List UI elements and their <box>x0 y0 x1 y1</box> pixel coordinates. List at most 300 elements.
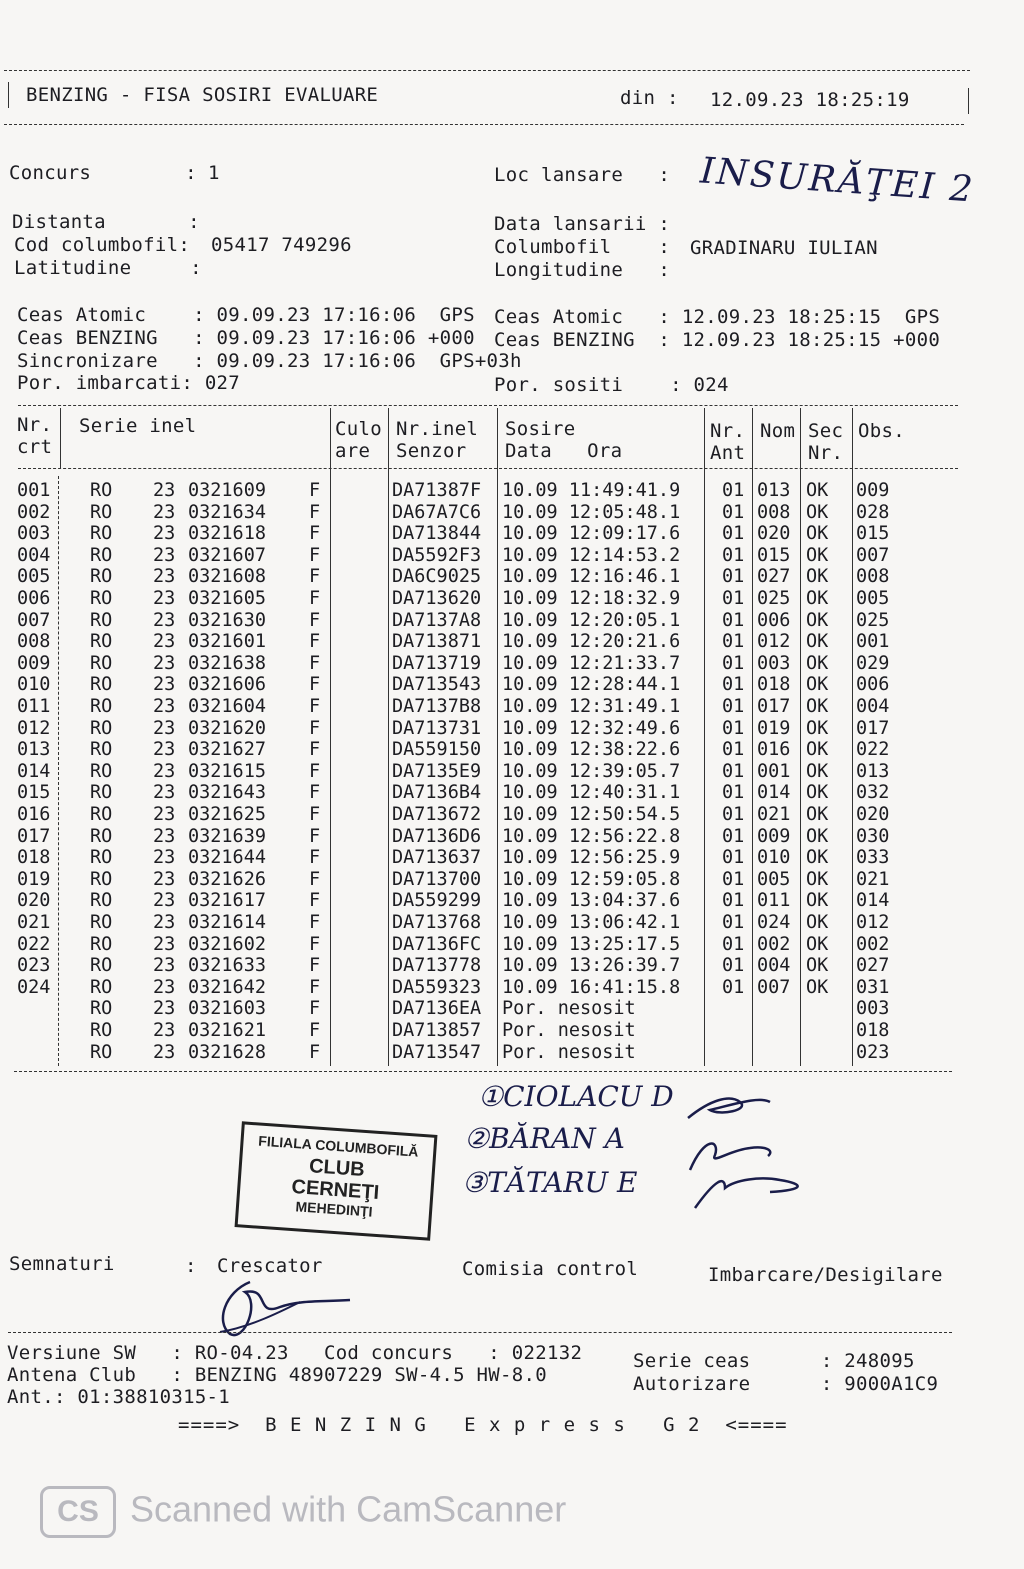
cell-year: 23 <box>153 976 176 998</box>
cell-arrival: 10.09 13:06:42.1 <box>502 912 681 933</box>
cell-country: RO <box>90 739 113 761</box>
imbarcare-desigilare-label: Imbarcare/Desigilare <box>708 1264 943 1286</box>
cell-sensor-ring: DA7137A8 <box>392 609 482 631</box>
camscanner-logo: CS <box>40 1486 116 1538</box>
cell-obs: 029 <box>856 652 890 674</box>
cell-year: 23 <box>153 480 176 501</box>
cell-nom: 010 <box>757 847 791 869</box>
cell-country: RO <box>90 609 113 631</box>
cell-antenna: 01 <box>722 760 745 782</box>
cell-country: RO <box>90 976 113 998</box>
cell-arrival: 10.09 12:59:05.8 <box>502 868 681 890</box>
cell-country: RO <box>90 544 113 566</box>
cell-nom: 011 <box>757 890 791 912</box>
serie-ceas: Serie ceas : 248095 <box>633 1350 915 1372</box>
cell-arrival: Por. nesosit <box>502 998 636 1020</box>
cell-country: RO <box>90 825 113 847</box>
cell-year: 23 <box>153 674 176 696</box>
cell-country: RO <box>90 717 113 739</box>
cell-nom: 012 <box>757 631 791 653</box>
cell-obs: 023 <box>856 1041 890 1063</box>
cell-nr: 023 <box>17 955 51 977</box>
cell-arrival: 10.09 12:18:32.9 <box>502 588 681 609</box>
cell-nom: 013 <box>757 480 791 501</box>
ceas-benzing-left: Ceas BENZING : 09.09.23 17:16:06 +000 <box>17 327 475 349</box>
cell-arrival: 10.09 12:21:33.7 <box>502 652 681 674</box>
cell-sensor-ring: DA713700 <box>392 868 482 890</box>
cell-ring-number: 0321620 <box>188 717 266 739</box>
cell-antenna: 01 <box>722 847 745 869</box>
cell-sec: OK <box>806 933 829 955</box>
header-sec-nr: Nr. <box>808 442 844 464</box>
cell-nr: 011 <box>17 696 51 717</box>
cell-arrival: Por. nesosit <box>502 1041 636 1063</box>
porumbei-imbarcati: Por. imbarcati: 027 <box>17 372 241 394</box>
cell-year: 23 <box>153 566 176 588</box>
cell-country: RO <box>90 998 113 1020</box>
cell-antenna: 01 <box>722 868 745 890</box>
cell-year: 23 <box>153 609 176 631</box>
cell-sex: F <box>309 868 321 890</box>
cell-ring-number: 0321625 <box>188 804 266 825</box>
cell-ring-number: 0321606 <box>188 674 266 696</box>
cell-sec: OK <box>806 804 829 825</box>
columbofil-label: Columbofil : <box>494 236 671 258</box>
cell-nom: 001 <box>757 760 791 782</box>
header-nom: Nom <box>760 420 796 442</box>
stamp-line-4: MEHEDINŢI <box>295 1198 374 1220</box>
cell-ring-number: 0321605 <box>188 588 266 609</box>
cell-country: RO <box>90 804 113 825</box>
cell-sec: OK <box>806 501 829 523</box>
header-sosire: Sosire <box>505 418 576 440</box>
cell-sec: OK <box>806 609 829 631</box>
report-datetime: 12.09.23 18:25:19 <box>710 89 910 111</box>
cell-nom: 017 <box>757 696 791 717</box>
cell-country: RO <box>90 696 113 717</box>
cell-year: 23 <box>153 1020 176 1041</box>
cell-sec: OK <box>806 631 829 653</box>
cell-sensor-ring: DA559299 <box>392 890 482 912</box>
cell-arrival: 10.09 11:49:41.9 <box>502 480 681 501</box>
cell-ring-number: 0321621 <box>188 1020 266 1041</box>
cell-nr: 015 <box>17 782 51 804</box>
header-serie-inel: Serie inel <box>79 415 197 437</box>
header-culo: Culo <box>335 418 382 440</box>
cell-ring-number: 0321614 <box>188 912 266 933</box>
cell-sec: OK <box>806 890 829 912</box>
cell-sex: F <box>309 804 321 825</box>
cell-year: 23 <box>153 912 176 933</box>
cell-country: RO <box>90 566 113 588</box>
cell-sec: OK <box>806 480 829 501</box>
cell-country: RO <box>90 760 113 782</box>
cell-nr: 001 <box>17 480 51 501</box>
cell-antenna: 01 <box>722 976 745 998</box>
cell-arrival: 10.09 12:09:17.6 <box>502 523 681 545</box>
crescator-label: Crescator <box>217 1255 323 1277</box>
cell-year: 23 <box>153 696 176 717</box>
header-data-ora: Data Ora <box>505 440 623 462</box>
cell-sex: F <box>309 998 321 1020</box>
cell-country: RO <box>90 501 113 523</box>
cell-sensor-ring: DA7135E9 <box>392 760 482 782</box>
cell-arrival: 10.09 13:26:39.7 <box>502 955 681 977</box>
cell-year: 23 <box>153 544 176 566</box>
loc-lansare-handwritten: INSURĂŢEI 2 <box>698 150 976 211</box>
cell-nom: 007 <box>757 976 791 998</box>
cell-obs: 033 <box>856 847 890 869</box>
cell-nom: 027 <box>757 566 791 588</box>
cell-obs: 030 <box>856 825 890 847</box>
cell-arrival: 10.09 12:31:49.1 <box>502 696 681 717</box>
cell-obs: 005 <box>856 588 890 609</box>
cell-antenna: 01 <box>722 652 745 674</box>
cell-sensor-ring: DA713844 <box>392 523 482 545</box>
cell-sensor-ring: DA7137B8 <box>392 696 482 717</box>
cell-obs: 028 <box>856 501 890 523</box>
cell-nom: 016 <box>757 739 791 761</box>
cell-sex: F <box>309 652 321 674</box>
cell-nom: 015 <box>757 544 791 566</box>
cod-columbofil-value: 05417 749296 <box>211 234 352 256</box>
cell-nr: 013 <box>17 739 51 761</box>
cell-sec: OK <box>806 588 829 609</box>
cell-nom: 019 <box>757 717 791 739</box>
club-stamp <box>235 1121 438 1240</box>
cell-nr: 016 <box>17 804 51 825</box>
cell-obs: 001 <box>856 631 890 653</box>
din-label: din : <box>620 87 679 109</box>
cell-country: RO <box>90 1041 113 1063</box>
cell-sec: OK <box>806 782 829 804</box>
cell-nom: 021 <box>757 804 791 825</box>
cell-year: 23 <box>153 501 176 523</box>
cell-nr: 003 <box>17 523 51 545</box>
cell-obs: 032 <box>856 782 890 804</box>
cell-country: RO <box>90 868 113 890</box>
cod-columbofil-label: Cod columbofil: <box>14 234 191 256</box>
committee-member-2: ②BĂRAN A <box>464 1122 625 1155</box>
cell-year: 23 <box>153 739 176 761</box>
cell-country: RO <box>90 912 113 933</box>
cell-ring-number: 0321615 <box>188 760 266 782</box>
porumbei-sositi: Por. sositi : 024 <box>494 374 729 396</box>
cell-sensor-ring: DA713768 <box>392 912 482 933</box>
cell-arrival: 10.09 12:20:05.1 <box>502 609 681 631</box>
cell-sensor-ring: DA713620 <box>392 588 482 609</box>
cell-sensor-ring: DA7136FC <box>392 933 482 955</box>
cell-nr: 004 <box>17 544 51 566</box>
header-sec: Sec <box>808 420 844 442</box>
header-are: are <box>335 440 371 462</box>
antena-id: Ant.: 01:38810315-1 <box>7 1386 231 1408</box>
longitudine-label: Longitudine : <box>494 259 671 281</box>
cell-year: 23 <box>153 890 176 912</box>
cell-sex: F <box>309 523 321 545</box>
cell-sex: F <box>309 955 321 977</box>
header-nr: Nr. <box>17 414 53 436</box>
cell-year: 23 <box>153 717 176 739</box>
cell-year: 23 <box>153 998 176 1020</box>
cell-obs: 003 <box>856 998 890 1020</box>
cell-sex: F <box>309 717 321 739</box>
camscanner-text: Scanned with CamScanner <box>130 1488 567 1530</box>
cell-nr: 024 <box>17 976 51 998</box>
cell-sec: OK <box>806 544 829 566</box>
cell-arrival: 10.09 12:16:46.1 <box>502 566 681 588</box>
cell-nr: 019 <box>17 868 51 890</box>
cell-year: 23 <box>153 631 176 653</box>
cell-sec: OK <box>806 717 829 739</box>
cell-arrival: Por. nesosit <box>502 1020 636 1041</box>
cell-sec: OK <box>806 976 829 998</box>
sincronizare: Sincronizare : 09.09.23 17:16:06 GPS+03h <box>17 350 522 372</box>
cell-sex: F <box>309 760 321 782</box>
cell-obs: 008 <box>856 566 890 588</box>
header-senzor: Senzor <box>396 440 467 462</box>
cell-arrival: 10.09 12:39:05.7 <box>502 760 681 782</box>
cell-antenna: 01 <box>722 890 745 912</box>
cell-antenna: 01 <box>722 717 745 739</box>
cell-nom: 004 <box>757 955 791 977</box>
cell-sensor-ring: DA6C9025 <box>392 566 482 588</box>
cell-obs: 012 <box>856 912 890 933</box>
cell-sex: F <box>309 674 321 696</box>
cell-arrival: 10.09 12:20:21.6 <box>502 631 681 653</box>
cell-antenna: 01 <box>722 912 745 933</box>
cell-obs: 014 <box>856 890 890 912</box>
cell-year: 23 <box>153 760 176 782</box>
cell-sec: OK <box>806 674 829 696</box>
cell-sec: OK <box>806 955 829 977</box>
cell-sensor-ring: DA713672 <box>392 804 482 825</box>
cell-obs: 017 <box>856 717 890 739</box>
cell-sec: OK <box>806 868 829 890</box>
cell-ring-number: 0321638 <box>188 652 266 674</box>
cell-arrival: 10.09 16:41:15.8 <box>502 976 681 998</box>
cell-ring-number: 0321607 <box>188 544 266 566</box>
cell-nr: 002 <box>17 501 51 523</box>
cell-year: 23 <box>153 868 176 890</box>
cell-sec: OK <box>806 523 829 545</box>
cell-sec: OK <box>806 912 829 933</box>
cell-ring-number: 0321618 <box>188 523 266 545</box>
cell-nr: 005 <box>17 566 51 588</box>
cell-sec: OK <box>806 825 829 847</box>
cell-obs: 007 <box>856 544 890 566</box>
concurs-value: 1 <box>208 162 220 184</box>
cell-nom: 006 <box>757 609 791 631</box>
cell-antenna: 01 <box>722 523 745 545</box>
cell-sex: F <box>309 1041 321 1063</box>
cell-arrival: 10.09 12:28:44.1 <box>502 674 681 696</box>
cell-obs: 009 <box>856 480 890 501</box>
cell-ring-number: 0321633 <box>188 955 266 977</box>
cell-sex: F <box>309 739 321 761</box>
cell-country: RO <box>90 847 113 869</box>
cell-antenna: 01 <box>722 501 745 523</box>
cell-obs: 031 <box>856 976 890 998</box>
cell-obs: 018 <box>856 1020 890 1041</box>
cell-nr: 009 <box>17 652 51 674</box>
cell-sex: F <box>309 480 321 501</box>
cell-country: RO <box>90 1020 113 1041</box>
cell-antenna: 01 <box>722 696 745 717</box>
cell-sensor-ring: DA713719 <box>392 652 482 674</box>
cell-ring-number: 0321604 <box>188 696 266 717</box>
cell-antenna: 01 <box>722 825 745 847</box>
cell-country: RO <box>90 631 113 653</box>
cell-antenna: 01 <box>722 609 745 631</box>
cell-antenna: 01 <box>722 782 745 804</box>
cell-arrival: 10.09 12:50:54.5 <box>502 804 681 825</box>
cell-nom: 003 <box>757 652 791 674</box>
latitudine-label: Latitudine : <box>14 257 202 279</box>
ceas-atomic-right: Ceas Atomic : 12.09.23 18:25:15 GPS <box>494 306 941 328</box>
cell-ring-number: 0321617 <box>188 890 266 912</box>
cell-sensor-ring: DA559150 <box>392 739 482 761</box>
cell-obs: 006 <box>856 674 890 696</box>
cell-country: RO <box>90 674 113 696</box>
cell-arrival: 10.09 12:40:31.1 <box>502 782 681 804</box>
cell-sec: OK <box>806 652 829 674</box>
cell-sensor-ring: DA7136B4 <box>392 782 482 804</box>
cell-nr: 020 <box>17 890 51 912</box>
cell-sex: F <box>309 912 321 933</box>
cell-sex: F <box>309 782 321 804</box>
cell-obs: 027 <box>856 955 890 977</box>
cell-sex: F <box>309 890 321 912</box>
cell-antenna: 01 <box>722 588 745 609</box>
header-ant: Ant <box>710 442 746 464</box>
cell-sex: F <box>309 588 321 609</box>
cell-ring-number: 0321608 <box>188 566 266 588</box>
cell-sensor-ring: DA5592F3 <box>392 544 482 566</box>
cell-ring-number: 0321601 <box>188 631 266 653</box>
cell-nr: 018 <box>17 847 51 869</box>
cell-antenna: 01 <box>722 631 745 653</box>
cell-country: RO <box>90 588 113 609</box>
cell-country: RO <box>90 480 113 501</box>
cell-obs: 025 <box>856 609 890 631</box>
cell-obs: 002 <box>856 933 890 955</box>
cell-country: RO <box>90 955 113 977</box>
autorizare: Autorizare : 9000A1C9 <box>633 1373 939 1395</box>
cell-nom: 002 <box>757 933 791 955</box>
cell-ring-number: 0321603 <box>188 998 266 1020</box>
cell-sex: F <box>309 1020 321 1041</box>
cell-ring-number: 0321628 <box>188 1041 266 1063</box>
cell-sensor-ring: DA713871 <box>392 631 482 653</box>
stamp-line-1: FILIALA COLUMBOFILĂ <box>257 1132 420 1160</box>
stamp-line-3: CERNEŢI <box>290 1175 380 1205</box>
cell-year: 23 <box>153 652 176 674</box>
cell-antenna: 01 <box>722 566 745 588</box>
cell-obs: 015 <box>856 523 890 545</box>
cell-antenna: 01 <box>722 739 745 761</box>
cell-nom: 014 <box>757 782 791 804</box>
cell-sensor-ring: DA67A7C6 <box>392 501 482 523</box>
cell-sex: F <box>309 631 321 653</box>
cell-arrival: 10.09 13:04:37.6 <box>502 890 681 912</box>
cell-arrival: 10.09 12:05:48.1 <box>502 501 681 523</box>
cell-nom: 020 <box>757 523 791 545</box>
cell-arrival: 10.09 13:25:17.5 <box>502 933 681 955</box>
cell-arrival: 10.09 12:56:22.8 <box>502 825 681 847</box>
cell-sensor-ring: DA713547 <box>392 1041 482 1063</box>
cell-country: RO <box>90 523 113 545</box>
cell-year: 23 <box>153 523 176 545</box>
semnaturi-label: Semnaturi <box>9 1253 115 1275</box>
cell-year: 23 <box>153 825 176 847</box>
cell-nr: 008 <box>17 631 51 653</box>
benzing-banner: ====> B E N Z I N G E x p r e s s G 2 <==== <box>178 1414 788 1436</box>
cell-nr: 014 <box>17 760 51 782</box>
cell-ring-number: 0321602 <box>188 933 266 955</box>
cell-country: RO <box>90 890 113 912</box>
cell-sensor-ring: DA559323 <box>392 976 482 998</box>
committee-member-1: ①CIOLACU D <box>478 1080 674 1113</box>
cell-sec: OK <box>806 739 829 761</box>
cell-sensor-ring: DA713778 <box>392 955 482 977</box>
camscanner-watermark <box>40 1486 566 1538</box>
cell-ring-number: 0321609 <box>188 480 266 501</box>
cell-antenna: 01 <box>722 544 745 566</box>
comisia-control-label: Comisia control <box>462 1258 639 1280</box>
cell-sex: F <box>309 544 321 566</box>
cell-year: 23 <box>153 804 176 825</box>
cell-ring-number: 0321644 <box>188 847 266 869</box>
cell-sensor-ring: DA713543 <box>392 674 482 696</box>
columbofil-value: GRADINARU IULIAN <box>690 237 878 259</box>
cell-ring-number: 0321639 <box>188 825 266 847</box>
cell-nr: 017 <box>17 825 51 847</box>
cell-sex: F <box>309 566 321 588</box>
data-lansarii-label: Data lansarii : <box>494 213 671 235</box>
cell-antenna: 01 <box>722 933 745 955</box>
cell-antenna: 01 <box>722 804 745 825</box>
cell-nr: 007 <box>17 609 51 631</box>
cell-sec: OK <box>806 696 829 717</box>
cell-sex: F <box>309 696 321 717</box>
cell-year: 23 <box>153 847 176 869</box>
cell-arrival: 10.09 12:56:25.9 <box>502 847 681 869</box>
cell-nom: 008 <box>757 501 791 523</box>
cell-ring-number: 0321630 <box>188 609 266 631</box>
cell-sex: F <box>309 609 321 631</box>
cell-obs: 020 <box>856 804 890 825</box>
report-title: BENZING - FISA SOSIRI EVALUARE <box>26 84 379 106</box>
cell-antenna: 01 <box>722 955 745 977</box>
committee-member-3: ③TĂTARU E <box>462 1166 638 1199</box>
cell-nom: 009 <box>757 825 791 847</box>
cell-obs: 004 <box>856 696 890 717</box>
cell-sex: F <box>309 933 321 955</box>
cell-sex: F <box>309 825 321 847</box>
ceas-benzing-right: Ceas BENZING : 12.09.23 18:25:15 +000 <box>494 329 941 351</box>
cell-sensor-ring: DA7136D6 <box>392 825 482 847</box>
cell-nom: 005 <box>757 868 791 890</box>
cell-antenna: 01 <box>722 480 745 501</box>
cell-nr: 022 <box>17 933 51 955</box>
cell-sex: F <box>309 501 321 523</box>
cell-sensor-ring: DA713731 <box>392 717 482 739</box>
cell-country: RO <box>90 933 113 955</box>
cell-arrival: 10.09 12:32:49.6 <box>502 717 681 739</box>
cell-year: 23 <box>153 588 176 609</box>
cell-sensor-ring: DA71387F <box>392 480 482 501</box>
